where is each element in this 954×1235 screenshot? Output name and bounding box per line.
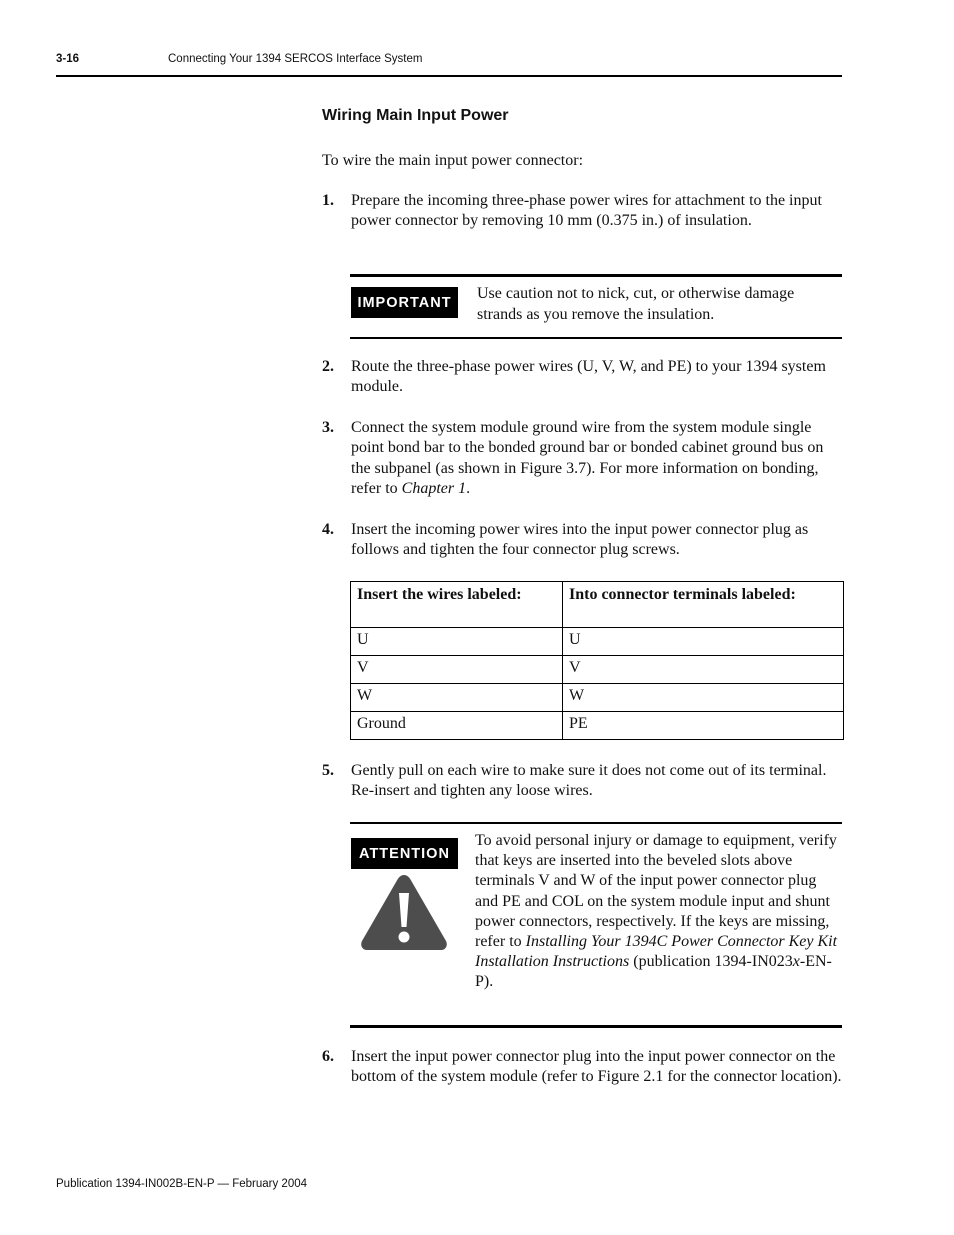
table-header-wires: Insert the wires labeled: <box>351 582 563 628</box>
step-number: 4. <box>322 521 334 538</box>
header-rule <box>56 75 842 77</box>
table-row <box>351 712 844 740</box>
table-cell: W <box>563 684 844 712</box>
table-cell: U <box>563 628 844 656</box>
important-bottom-rule <box>350 337 842 339</box>
attention-top-rule <box>350 822 842 824</box>
intro-paragraph: To wire the main input power connector: <box>322 152 584 169</box>
table-header-terminals: Into connector terminals labeled: <box>563 582 844 628</box>
important-top-rule <box>350 274 842 277</box>
step-text: Insert the incoming power wires into the input power connector plug as follows and tighten the four connector plug screws. <box>351 521 809 559</box>
step-6 <box>322 1047 842 1088</box>
step-3 <box>322 418 842 499</box>
step-2 <box>322 357 842 398</box>
step-number: 2. <box>322 358 334 375</box>
section-heading: Wiring Main Input Power <box>322 107 509 124</box>
step-number: 5. <box>322 762 334 779</box>
table-cell: PE <box>563 712 844 740</box>
step-5 <box>322 761 842 802</box>
publication-footer: Publication 1394-IN002B-EN-P — February 2004 <box>56 1178 308 1190</box>
step-number: 6. <box>322 1048 334 1065</box>
attention-text: To avoid personal injury or damage to equipment, verify that keys are inserted into the beveled slots above terminals V and W of the input power connector plug and PE and COL on the system module input and shunt power connectors, respectively. If the keys are missing, refer to Installing Your 1394C Power Connector Key Kit Installation Instructions (publication 1394-IN023x-EN-P). <box>475 832 838 991</box>
important-text: Use caution not to nick, cut, or otherwise damage strands as you remove the insulation. <box>477 285 795 323</box>
page-number: 3-16 <box>56 53 80 65</box>
table-header-row <box>351 582 844 628</box>
table-cell: U <box>351 628 563 656</box>
step-4 <box>322 520 842 561</box>
step-text: Connect the system module ground wire from the system module single point bond bar to the bonded ground bar or bonded cabinet ground bus on the subpanel (as shown in Figure 3.7). For more information on bonding, refer to Chapter 1. <box>351 419 824 497</box>
step-text: Route the three-phase power wires (U, V, W, and PE) to your 1394 system module. <box>351 358 826 396</box>
important-label: IMPORTANT <box>351 287 458 318</box>
step-text: Prepare the incoming three-phase power wires for attachment to the input power connector by removing 10 mm (0.375 in.) of insulation. <box>351 192 822 230</box>
step-number: 3. <box>322 419 334 436</box>
running-header-title: Connecting Your 1394 SERCOS Interface System <box>168 53 423 65</box>
warning-triangle-icon <box>358 871 450 958</box>
chapter-reference: Chapter 1 <box>401 479 467 497</box>
step-1 <box>322 191 842 232</box>
attention-label: ATTENTION <box>351 838 458 869</box>
table-row <box>351 628 844 656</box>
wire-terminal-table <box>350 581 844 740</box>
attention-bottom-rule <box>350 1025 842 1028</box>
step-number: 1. <box>322 192 334 209</box>
kit-instructions-title: Installing Your 1394C Power Connector Key Kit Installation Instructions <box>475 933 838 971</box>
step-text: Insert the input power connector plug into the input power connector on the bottom of the system module (refer to Figure 2.1 for the connector location). <box>351 1048 842 1086</box>
table-cell: V <box>563 656 844 684</box>
table-cell: Ground <box>351 712 563 740</box>
table-row <box>351 684 844 712</box>
table-row <box>351 656 844 684</box>
table-cell: W <box>351 684 563 712</box>
step-text: Gently pull on each wire to make sure it does not come out of its terminal. Re-insert and tighten any loose wires. <box>351 762 827 800</box>
table-cell: V <box>351 656 563 684</box>
